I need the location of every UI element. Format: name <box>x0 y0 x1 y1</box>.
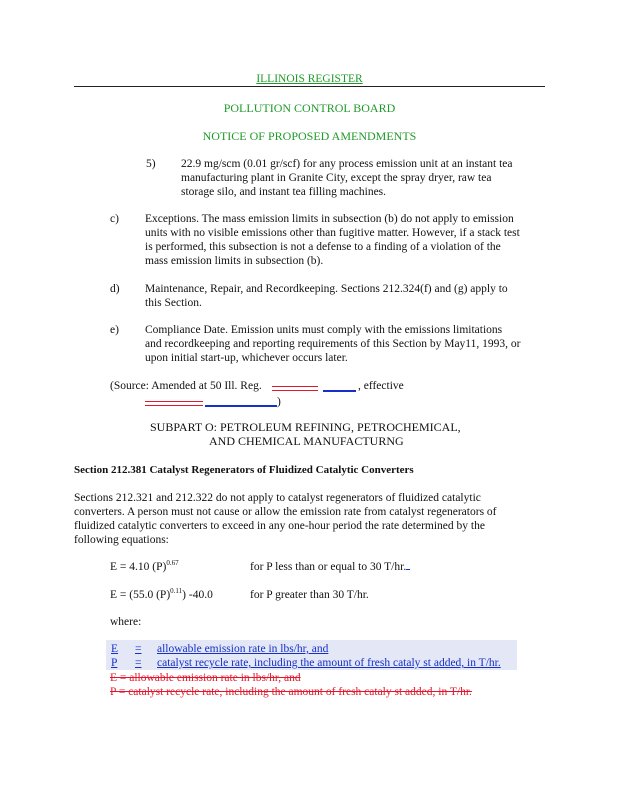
item-c-text <box>145 212 550 268</box>
equation-1-exponent: 0.67 <box>166 559 179 568</box>
def-p-text: catalyst recycle rate, including the amount of fresh cataly st added, in T/hr. <box>157 657 501 669</box>
item-c-line: units with no visible emissions other than fugitive matter. However, if a stack test <box>145 227 520 239</box>
inserted-blank <box>205 405 277 407</box>
item-5-text <box>181 157 551 199</box>
item-d-line: Maintenance, Repair, and Recordkeeping. Sections 212.324(f) and (g) apply to <box>145 283 508 295</box>
deleted-blank <box>272 386 318 387</box>
item-5-line: 22.9 mg/scm (0.01 gr/scf) for any process emission unit at an instant tea <box>181 158 513 170</box>
def-e-equals: = <box>135 643 142 655</box>
register-title: ILLINOIS REGISTER <box>256 73 363 85</box>
item-e-line: and recordkeeping and reporting requirements of this Section by May11, 1993, or <box>145 338 521 350</box>
deleted-def-e: E = allowable emission rate in lbs/hr, and <box>110 672 301 684</box>
deleted-blank <box>145 405 203 406</box>
item-d-line: this Section. <box>145 297 202 309</box>
source-close: ) <box>277 396 281 408</box>
item-e-line: Compliance Date. Emission units must comply with the emissions limitations <box>145 324 503 336</box>
source-suffix: , effective <box>358 380 404 392</box>
notice-title: NOTICE OF PROPOSED AMENDMENTS <box>202 129 417 143</box>
inserted-mark <box>406 569 410 570</box>
equation-1 <box>110 560 179 574</box>
item-d-text <box>145 282 550 310</box>
inserted-blank <box>323 390 356 392</box>
item-5-number: 5) <box>146 158 156 170</box>
equation-2-condition: for P greater than 30 T/hr. <box>250 589 369 601</box>
equation-2-exponent: 0.11 <box>170 587 183 596</box>
item-5-line: storage silo, and instant tea filling machines. <box>181 186 387 198</box>
section-body-line: fluidized catalytic converters to exceed in any one-hour period the rate determined by the <box>74 520 485 532</box>
equation-2 <box>110 588 213 602</box>
def-e-symbol: E <box>111 643 119 655</box>
item-e-number: e) <box>110 324 119 336</box>
header-rule <box>74 86 545 87</box>
section-body-line: converters. A person must not cause or allow the emission rate from catalyst regenerators of <box>74 506 497 518</box>
board-title: POLLUTION CONTROL BOARD <box>223 101 396 115</box>
source-prefix: (Source: Amended at 50 Ill. Reg. <box>110 380 262 392</box>
section-body <box>74 491 544 547</box>
where-label: where: <box>110 616 142 628</box>
item-e-line: upon initial start-up, whichever occurs later. <box>145 352 348 364</box>
deleted-blank <box>272 390 318 391</box>
equation-2-tail: ) -40.0 <box>182 589 213 601</box>
item-c-line: Exceptions. The mass emission limits in subsection (b) do not apply to emission <box>145 213 514 225</box>
item-d-number: d) <box>110 283 120 295</box>
section-body-line: following equations: <box>74 534 169 546</box>
subpart-heading-line1: SUBPART O: PETROLEUM REFINING, PETROCHEMICAL, <box>150 420 461 434</box>
item-c-number: c) <box>110 213 119 225</box>
equation-1-condition-text: for P less than or equal to 30 T/hr. <box>250 561 407 573</box>
deleted-blank <box>145 401 203 402</box>
equation-1-base: E = 4.10 (P) <box>110 561 167 573</box>
equation-1-condition <box>250 560 410 574</box>
def-p-symbol: P <box>111 657 118 669</box>
deleted-def-p: P = catalyst recycle rate, including the amount of fresh cataly st added, in T/hr. <box>110 686 472 698</box>
def-p-equals: = <box>135 657 142 669</box>
item-c-line: is performed, this subsection is not a defense to a finding of a violation of the <box>145 241 501 253</box>
def-e-text: allowable emission rate in lbs/hr, and <box>157 643 329 655</box>
item-e-text <box>145 323 550 365</box>
section-body-line: Sections 212.321 and 212.322 do not apply to catalyst regenerators of fluidized catalytic <box>74 492 481 504</box>
subpart-heading-line2: AND CHEMICAL MANUFACTURNG <box>209 434 404 448</box>
section-heading: Section 212.381 Catalyst Regenerators of Fluidized Catalytic Converters <box>74 464 414 476</box>
item-5-line: manufacturing plant in Granite City, except the spray dryer, raw tea <box>181 172 492 184</box>
item-c-line: mass emission limits in subsection (b). <box>145 255 324 267</box>
equation-2-base: E = (55.0 (P) <box>110 589 171 601</box>
